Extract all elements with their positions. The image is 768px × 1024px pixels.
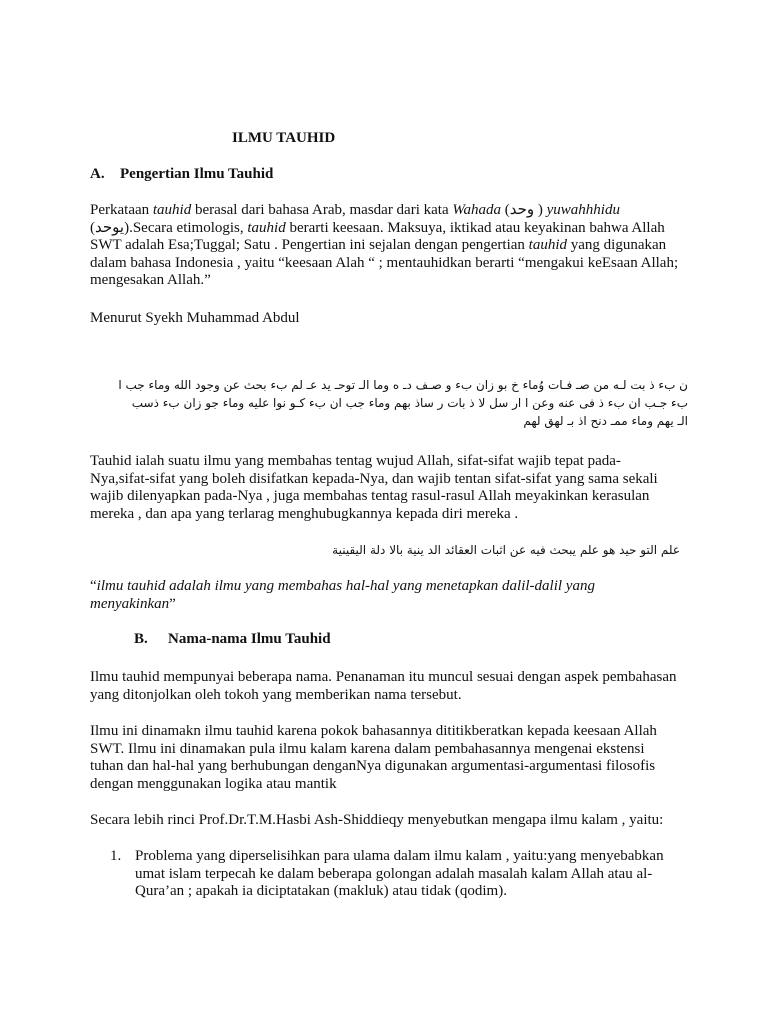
arabic-inline: (يوحد (90, 219, 125, 236)
para-term: tauhid (528, 237, 567, 254)
arabic-quote-line: الـ يهم وماء ممـ دنح اذ بـ لهق لهم (523, 414, 688, 428)
quote-mark: “ (90, 578, 97, 594)
section-b-heading (134, 631, 724, 649)
document-title: ILMU TAUHID (232, 130, 336, 146)
section-b-title: Nama-nama Ilmu Tauhid (168, 631, 331, 647)
para-term: yuwahhhidu (546, 202, 620, 218)
quote-text: ilmu tauhid adalah ilmu yang membahas hal-hal yang menetapkan dalil-dalil yang menyakinkan (90, 578, 595, 612)
para-text: Perkataan (90, 202, 153, 218)
para-term: tauhid (247, 219, 286, 236)
section-a-paragraph-1 (90, 202, 680, 290)
quote-mark: ” (169, 595, 176, 612)
section-b-paragraph-3: Secara lebih rinci Prof.Dr.T.M.Hasbi Ash-Shiddieqy menyebutkan mengapa ilmu kalam , yaitu: (90, 812, 664, 828)
section-a-number: A. (90, 166, 105, 182)
para-text: ).Secara etimologis, (124, 219, 248, 236)
para-term: tauhid (152, 202, 192, 218)
arabic-quote-line: ن بء ذ بت لـه من صـ فـات وُماء خ بو زان بء و صـف دـ ه وما الـ توحـ يد عـ لم بء بحث عن وجود الله وماء جب ا (118, 378, 688, 392)
list-item-text: Problema yang diperselisihkan para ulama dalam ilmu kalam , yaitu:yang menyebabkan umat islam terpecah ke dalam beberapa golongan adalah masalah kalam Allah atau al-Qura’an ; apakah ia diciptatakan (makluk) atau tidak (qodim). (135, 848, 664, 900)
section-b-number: B. (134, 631, 148, 647)
list-marker: 1. (110, 848, 122, 864)
section-a-paragraph-2: Menurut Syekh Muhammad Abdul (90, 310, 300, 326)
para-text: yang digunakan dalam bahasa Indonesia , yaitu “keesaan Alah “ ; mentauhidkan berarti “mengakui keEsaan Allah; mengesakan Allah.” (90, 237, 679, 289)
section-b-paragraph-1: Ilmu tauhid mempunyai beberapa nama. Penanaman itu muncul sesuai dengan aspek pembahasan yang ditonjolkan oleh tokoh yang memberikan nama tersebut. (90, 669, 677, 703)
section-a-heading (90, 166, 680, 184)
para-text: berarti keesaan. Maksuya, iktikad atau keyakinan bahwa Allah SWT adalah Esa;Tuggal; Satu . Pengertian ini sejalan dengan pengertian (90, 219, 665, 254)
list-item (110, 848, 685, 901)
arabic-quote-line: بء جـب ان بء ذ فى عنه وعن ا ار سل لا ذ بات ر ساذ بهم وماء جب ان بء كـو نوا عليه وماء جو زان بء ذسب (131, 396, 688, 410)
arabic-quote (118, 376, 688, 430)
para-text: berasal dari bahasa Arab, masdar dari kata (191, 202, 453, 218)
section-a-title: Pengertian Ilmu Tauhid (120, 166, 274, 182)
section-b-paragraph-2: Ilmu ini dinamakn ilmu tauhid karena pokok bahasannya dititikberatkan kepada keesaan Allah SWT. Ilmu ini dinamakan pula ilmu kalam karena dalam pembahasannya mengenai ekstensi tuhan dan hal-hal yang berhubungan denganNya digunakan argumentasi-argumentasi filosofis dengan menggunakan logika atau mantik (90, 723, 657, 792)
italic-quote (90, 578, 680, 613)
section-a-paragraph-3: Tauhid ialah suatu ilmu yang membahas tentag wujud Allah, sifat-sifat wajib tepat pada-Nya,sifat-sifat yang boleh disifatkan kepada-Nya, dan wajib tentan sifat-sifat yang sama sekali wajib dilenyapkan pada-Nya , juga membahas tentag rasul-rasul Allah meyakinkan kerasulan mereka , dan apa yang terlarag menghubugkannya kepada diri mereka . (90, 453, 658, 522)
arabic-definition: علم التو حيد هو علم يبحث فيه عن اثبات العقائد الد ينية بالا دلة اليقينية (332, 543, 680, 557)
arabic-inline: (وحد ) (501, 202, 547, 218)
para-term: Wahada (452, 202, 501, 218)
